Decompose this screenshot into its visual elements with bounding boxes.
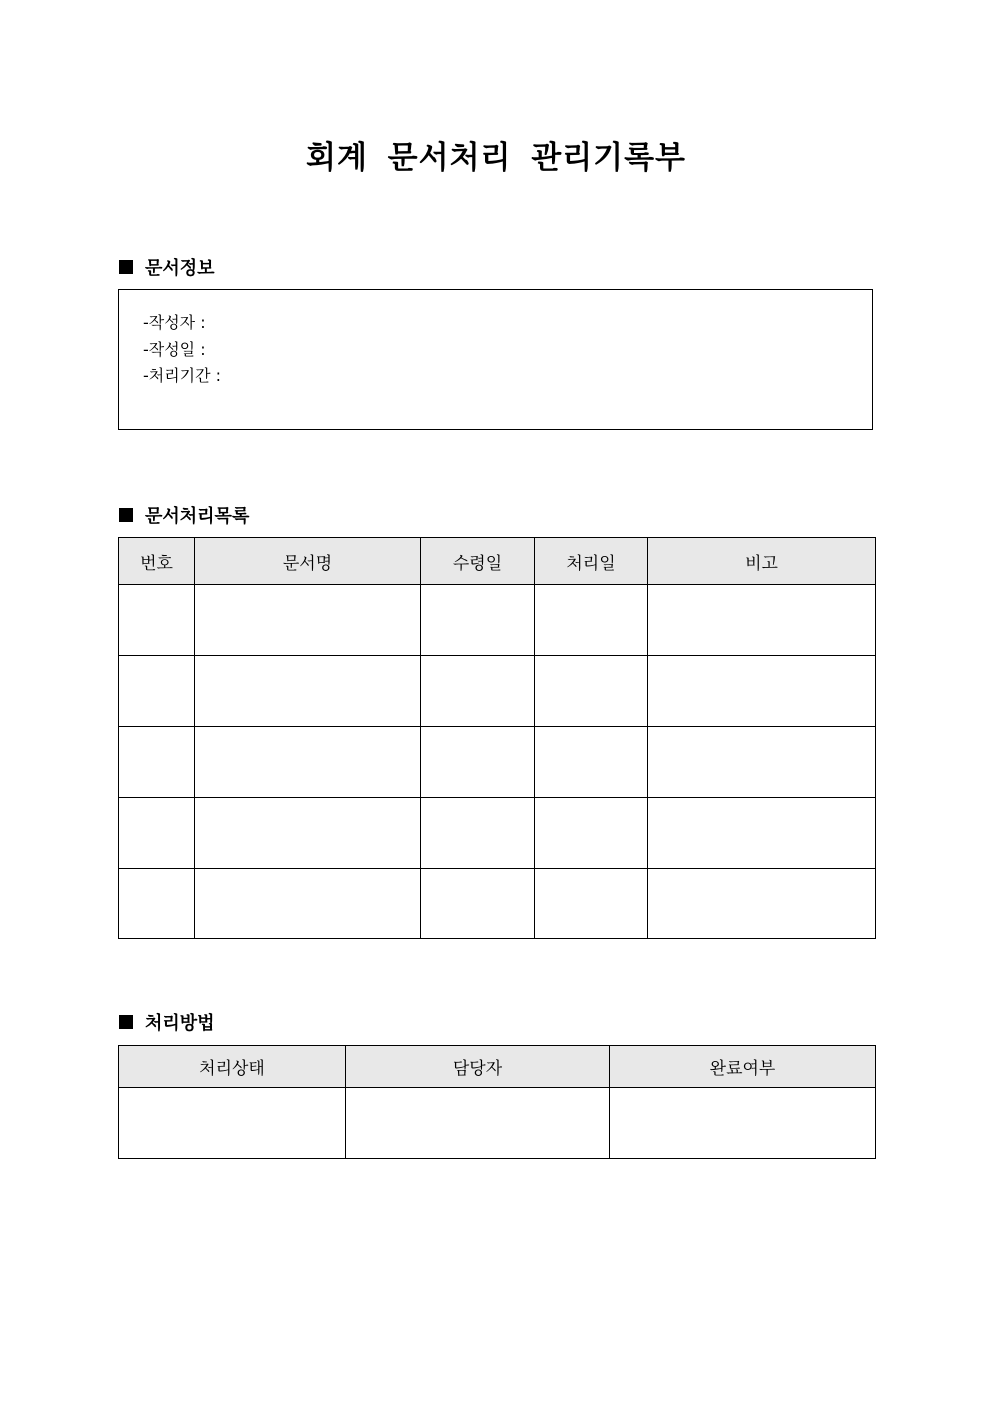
- section-heading-label: 문서처리목록: [145, 506, 250, 527]
- table-cell[interactable]: [535, 798, 648, 869]
- table-cell[interactable]: [119, 585, 195, 656]
- table-cell[interactable]: [195, 656, 421, 727]
- date-field[interactable]: -작성일 :: [143, 339, 206, 359]
- table-cell[interactable]: [610, 1088, 876, 1159]
- table-cell[interactable]: [648, 869, 876, 939]
- column-header: 담당자: [346, 1046, 610, 1088]
- square-bullet-icon: [119, 508, 133, 522]
- table-cell[interactable]: [421, 798, 535, 869]
- table-row: [119, 585, 876, 656]
- section-heading-label: 문서정보: [145, 258, 215, 279]
- table-cell[interactable]: [346, 1088, 610, 1159]
- column-header: 처리상태: [119, 1046, 346, 1088]
- table-cell[interactable]: [421, 869, 535, 939]
- period-field[interactable]: -처리기간 :: [143, 366, 222, 385]
- table-row: [119, 656, 876, 727]
- document-title: 회계 문서처리 관리기록부: [306, 140, 686, 176]
- column-header: 문서명: [195, 538, 421, 585]
- doc-list-table: [118, 537, 876, 939]
- column-header: 비고: [648, 538, 876, 585]
- section-heading-label: 처리방법: [145, 1013, 215, 1034]
- table-cell[interactable]: [648, 585, 876, 656]
- square-bullet-icon: [119, 1015, 133, 1029]
- table-cell[interactable]: [119, 727, 195, 798]
- table-cell[interactable]: [195, 727, 421, 798]
- column-header: 처리일: [535, 538, 648, 585]
- table-row: [119, 869, 876, 939]
- table-cell[interactable]: [195, 585, 421, 656]
- doc-info-box: [118, 289, 873, 430]
- table-cell[interactable]: [195, 869, 421, 939]
- author-field[interactable]: -작성자 :: [143, 313, 206, 332]
- column-header: 수령일: [421, 538, 535, 585]
- table-cell[interactable]: [421, 656, 535, 727]
- section-heading-doc-info: [119, 254, 215, 280]
- square-bullet-icon: [119, 260, 133, 274]
- method-table: [118, 1045, 876, 1159]
- table-cell[interactable]: [648, 727, 876, 798]
- table-cell[interactable]: [535, 727, 648, 798]
- column-header: 완료여부: [610, 1046, 876, 1088]
- section-heading-doc-list: [119, 502, 249, 528]
- table-cell[interactable]: [535, 585, 648, 656]
- table-cell[interactable]: [648, 798, 876, 869]
- column-header: 번호: [119, 538, 195, 585]
- table-cell[interactable]: [119, 869, 195, 939]
- table-header-row: [119, 1046, 876, 1088]
- table-header-row: [119, 538, 876, 585]
- table-cell[interactable]: [421, 727, 535, 798]
- table-cell[interactable]: [119, 656, 195, 727]
- table-cell[interactable]: [648, 656, 876, 727]
- table-row: [119, 798, 876, 869]
- table-cell[interactable]: [535, 869, 648, 939]
- table-cell[interactable]: [535, 656, 648, 727]
- table-cell[interactable]: [195, 798, 421, 869]
- table-cell[interactable]: [119, 1088, 346, 1159]
- table-cell[interactable]: [119, 798, 195, 869]
- section-heading-method: [119, 1009, 215, 1035]
- table-cell[interactable]: [421, 585, 535, 656]
- table-row: [119, 727, 876, 798]
- table-row: [119, 1088, 876, 1159]
